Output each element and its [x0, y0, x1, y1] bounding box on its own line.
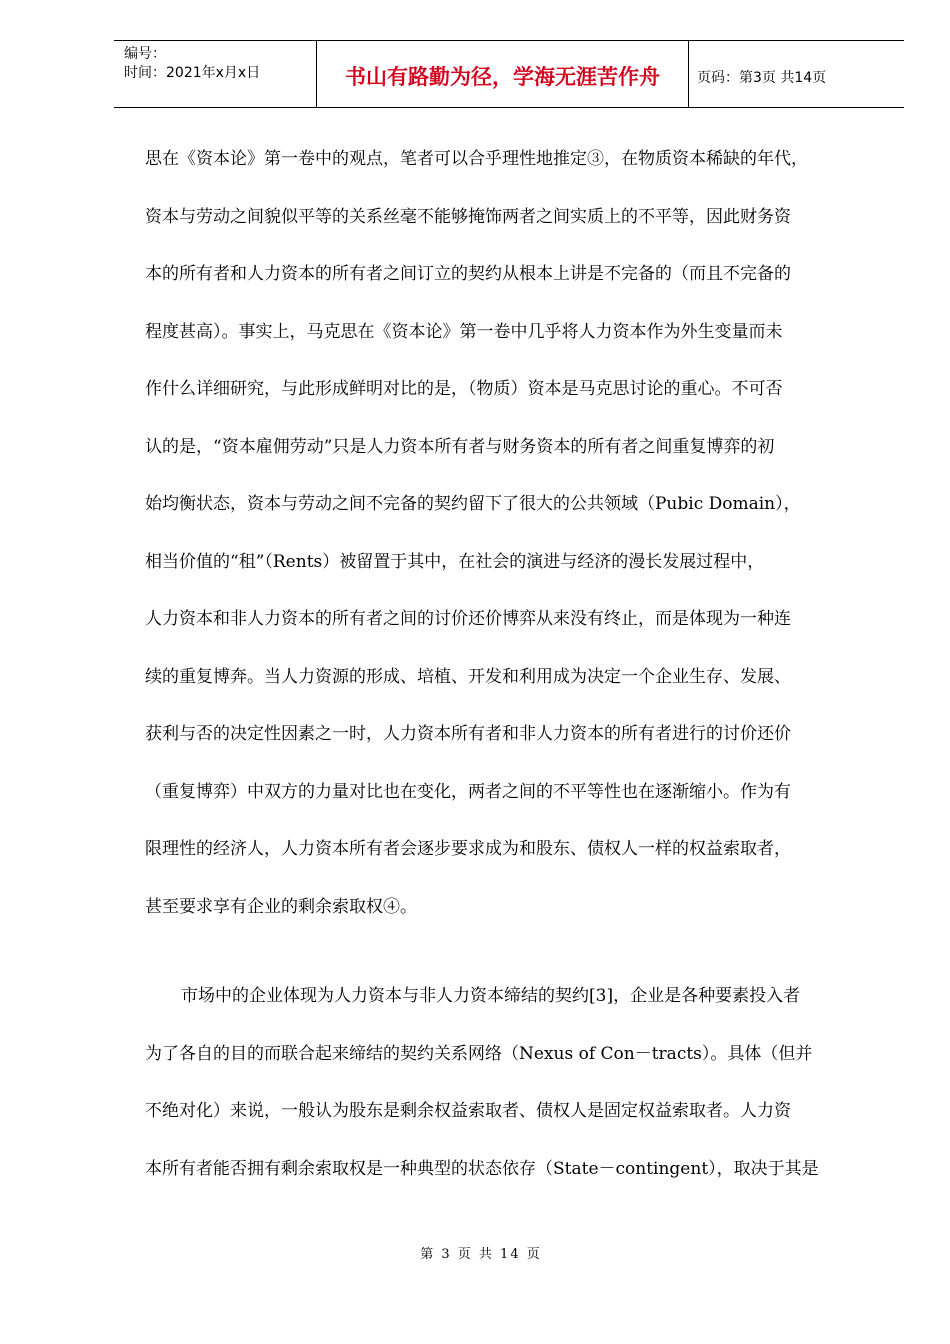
- text-line: 作什么详细研究，与此形成鲜明对比的是，（物质）资本是马克思讨论的重心。不可否: [145, 379, 783, 399]
- text-line: 本所有者能否拥有剩余索取权是一种典型的状态依存（State－contingent），取决于其是: [145, 1158, 819, 1179]
- text-line: 思在《资本论》第一卷中的观点，笔者可以合乎理性地推定③，在物质资本稀缺的年代，: [145, 149, 808, 169]
- text-line: 相当价值的“租”（Rents）被留置于其中，在社会的演进与经济的漫长发展过程中，: [145, 551, 765, 572]
- text-line: 本的所有者和人力资本的所有者之间订立的契约从根本上讲是不完备的（而且不完备的: [145, 264, 791, 284]
- header-motto: 书山有路勤为径，学海无涯苦作舟: [345, 64, 660, 89]
- paragraph: [145, 968, 885, 1198]
- text-line: 限理性的经济人，人力资本所有者会逐步要求成为和股东、债权人一样的权益索取者，: [145, 839, 791, 859]
- text-line: 续的重复博奔。当人力资源的形成、培植、开发和利用成为决定一个企业生存、发展、: [145, 666, 791, 687]
- text-line: 为了各自的目的而联合起来缔结的契约关系网络（Nexus of Con－tracts）。具体（但并: [145, 1043, 813, 1064]
- header-meta: [114, 41, 316, 107]
- text-line: 资本与劳动之间貌似平等的关系丝毫不能够掩饰两者之间实质上的不平等，因此财务资: [145, 206, 791, 227]
- text-line: 认的是，“资本雇佣劳动”只是人力资本所有者与财务资本的所有者之间重复博弈的初: [145, 436, 775, 457]
- text-line: 获利与否的决定性因素之一时，人力资本所有者和非人力资本的所有者进行的讨价还价: [145, 724, 791, 744]
- text-line: 人力资本和非人力资本的所有者之间的讨价还价博弈从来没有终止，而是体现为一种连: [145, 609, 791, 629]
- body-paragraph-1: [145, 131, 885, 936]
- text-line: 市场中的企业体现为人力资本与非人力资本缔结的契约[3]，企业是各种要素投入者: [181, 986, 801, 1006]
- paragraph: [145, 131, 885, 936]
- body-paragraph-2: [145, 968, 885, 1198]
- header-page-info: 页码：第3页 共14页: [697, 70, 827, 86]
- document-number-label: 编号：: [124, 46, 166, 62]
- text-line: 甚至要求享有企业的剩余索取权④。: [145, 896, 417, 917]
- text-line: 不绝对化）来说，一般认为股东是剩余权益索取者、债权人是固定权益索取者。人力资: [145, 1101, 791, 1121]
- header-motto-cell: [316, 41, 689, 107]
- header-page-cell: [689, 41, 904, 107]
- text-line: （重复博弈）中双方的力量对比也在变化，两者之间的不平等性也在逐渐缩小。作为有: [145, 781, 791, 802]
- page-header: [114, 40, 904, 108]
- text-line: 程度甚高）。事实上，马克思在《资本论》第一卷中几乎将人力资本作为外生变量而未: [145, 321, 783, 342]
- page-footer: 第 3 页 共 14 页: [420, 1247, 542, 1262]
- document-time-label: 时间：2021年x月x日: [124, 65, 261, 81]
- text-line: 始均衡状态，资本与劳动之间不完备的契约留下了很大的公共领域（Pubic Domain），: [145, 494, 801, 514]
